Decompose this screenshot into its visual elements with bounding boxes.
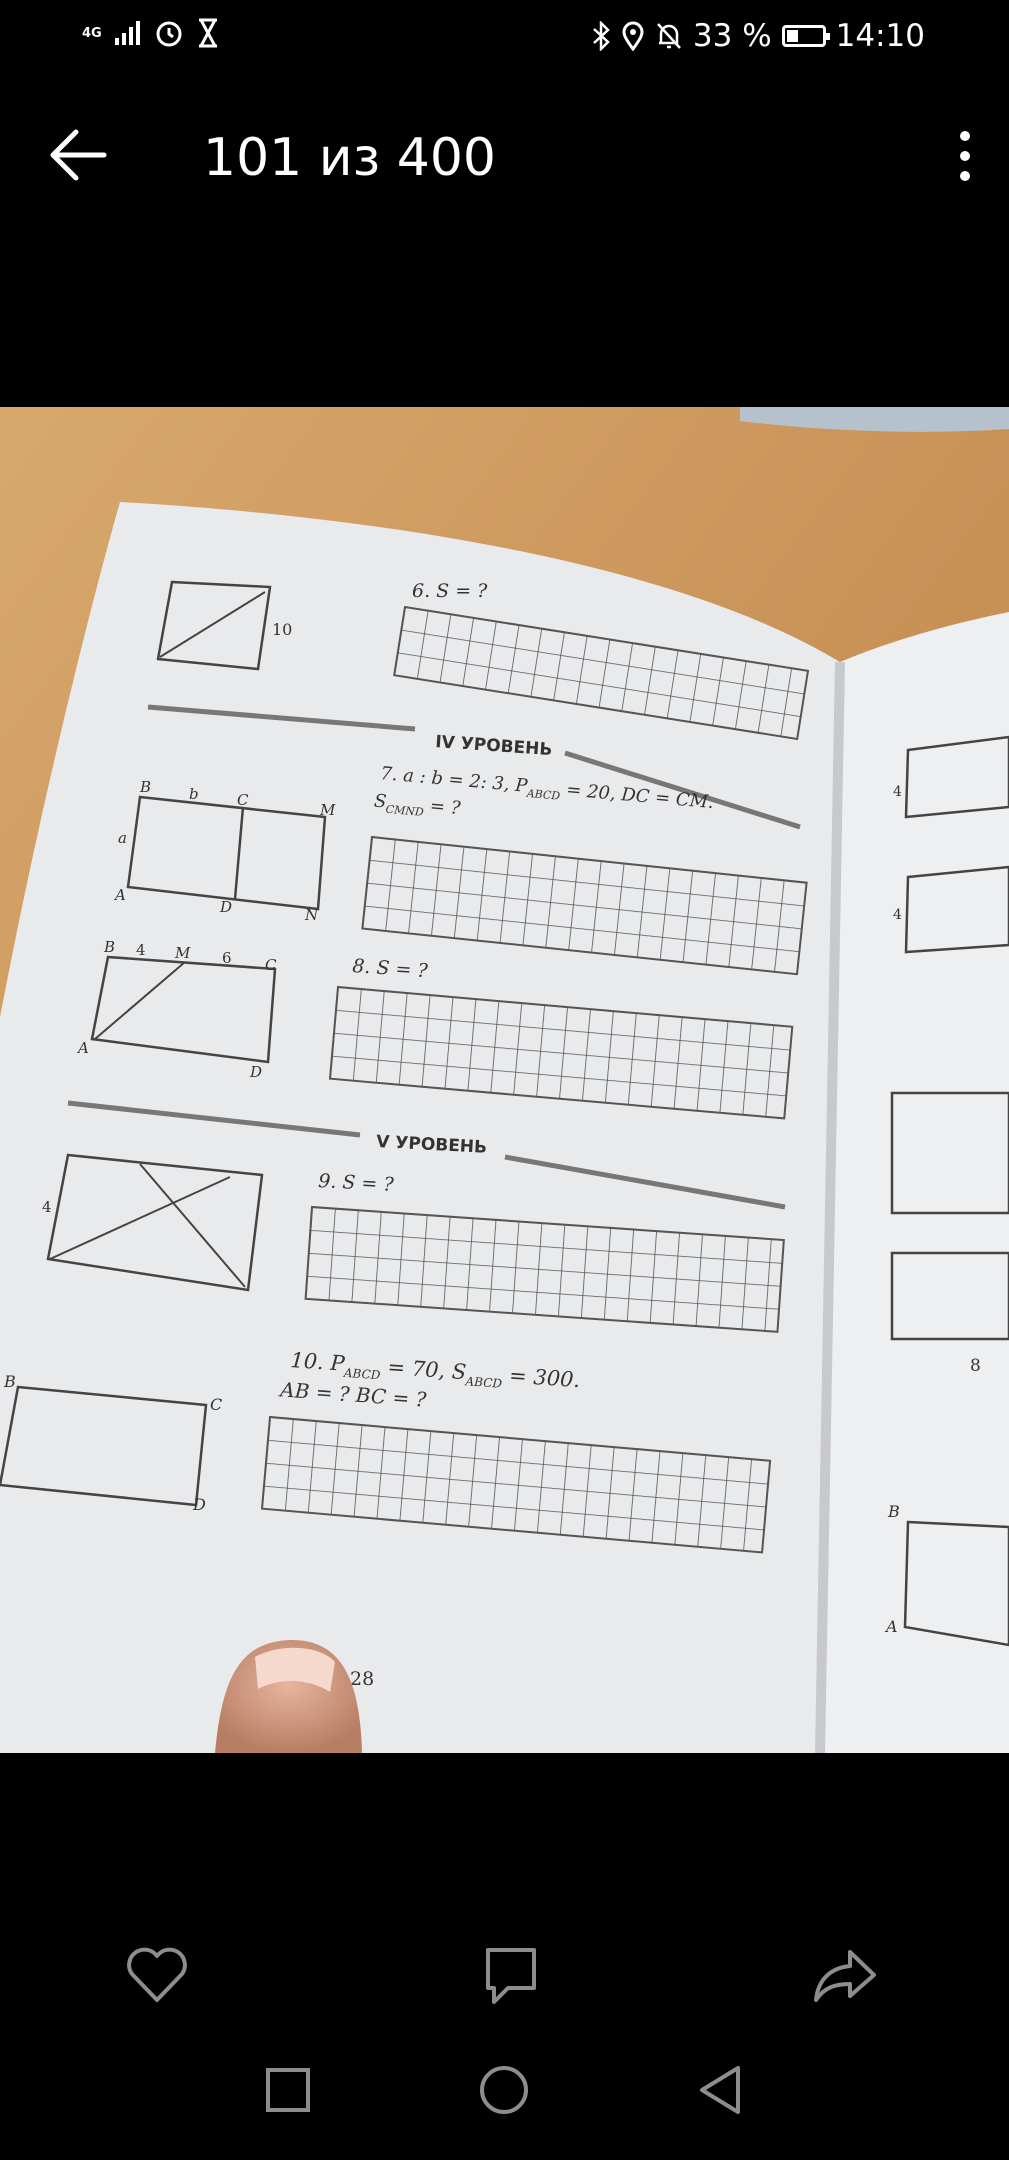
label-10: 10 (272, 620, 293, 639)
status-left (82, 18, 220, 48)
network-indicator: 4G (82, 25, 102, 41)
svg-text:4: 4 (42, 1198, 52, 1216)
svg-text:N: N (305, 906, 319, 924)
bell-muted-icon (655, 21, 683, 51)
svg-text:A: A (78, 1039, 89, 1057)
circle-icon[interactable] (474, 2060, 534, 2120)
location-icon (621, 21, 645, 51)
svg-text:6: 6 (222, 949, 232, 967)
svg-text:b: b (189, 785, 199, 803)
svg-text:4: 4 (893, 784, 902, 800)
clock: 14:10 (835, 18, 925, 54)
svg-text:8: 8 (970, 1356, 981, 1376)
battery-percent: 33 % (692, 18, 772, 54)
svg-text:D: D (193, 1495, 206, 1514)
square-icon[interactable] (258, 2060, 318, 2120)
signal-icon (114, 20, 142, 46)
svg-text:B: B (4, 1372, 16, 1391)
action-bar (0, 1940, 1009, 2020)
right-page (820, 612, 1009, 1753)
battery-icon (782, 25, 826, 47)
page-number: 28 (350, 1668, 375, 1690)
heart-icon[interactable] (122, 1940, 192, 2010)
bluetooth-icon (591, 21, 611, 51)
task-10-line-1: 10. $P_{ABCD} = 70$, $S_{ABCD} = 300$. (289, 1348, 581, 1393)
share-icon[interactable] (810, 1940, 880, 2010)
svg-text:4: 4 (136, 941, 146, 959)
task-7-line-1: 7. a : b = 2: 3, $P_{ABCD} = 20$, DC = CM. (379, 763, 715, 814)
more-vertical-icon[interactable] (951, 130, 979, 182)
svg-text:D: D (220, 898, 233, 916)
level-4-heading: IV УРОВЕНЬ (434, 732, 553, 761)
svg-text:4: 4 (893, 907, 902, 923)
svg-text:D: D (250, 1063, 263, 1081)
status-right (591, 18, 925, 54)
arrow-left-icon[interactable] (48, 126, 108, 184)
triangle-back-icon[interactable] (690, 2060, 750, 2120)
photo-of-workbook[interactable] (0, 407, 1009, 1753)
task-8: 8. S = ? (351, 955, 429, 983)
level-5-heading: V УРОВЕНЬ (375, 1132, 488, 1158)
svg-text:A: A (886, 1617, 898, 1636)
svg-text:B: B (140, 778, 152, 796)
system-nav-bar (0, 2060, 1009, 2140)
task-10-line-2: AB = ? BC = ? (279, 1377, 428, 1412)
svg-text:C: C (237, 791, 249, 809)
task-7-line-2: $S_{CMND}$ = ? (373, 790, 462, 820)
comment-icon[interactable] (476, 1940, 546, 2010)
svg-text:a: a (118, 829, 127, 847)
svg-text:C: C (265, 956, 277, 974)
alarm-icon (154, 18, 184, 48)
svg-text:B: B (104, 938, 116, 956)
task-6: 6. S = ? (412, 580, 488, 602)
page-title: 101 из 400 (203, 128, 497, 188)
svg-text:C: C (210, 1395, 223, 1414)
task-9: 9. S = ? (317, 1170, 395, 1196)
svg-text:A: A (115, 886, 126, 904)
app-bar (0, 100, 1009, 210)
svg-text:B: B (888, 1502, 900, 1521)
svg-text:M: M (175, 944, 191, 962)
status-bar (0, 0, 1009, 75)
battery-fill (787, 30, 798, 42)
hourglass-icon (196, 18, 220, 48)
svg-text:M: M (320, 801, 336, 819)
